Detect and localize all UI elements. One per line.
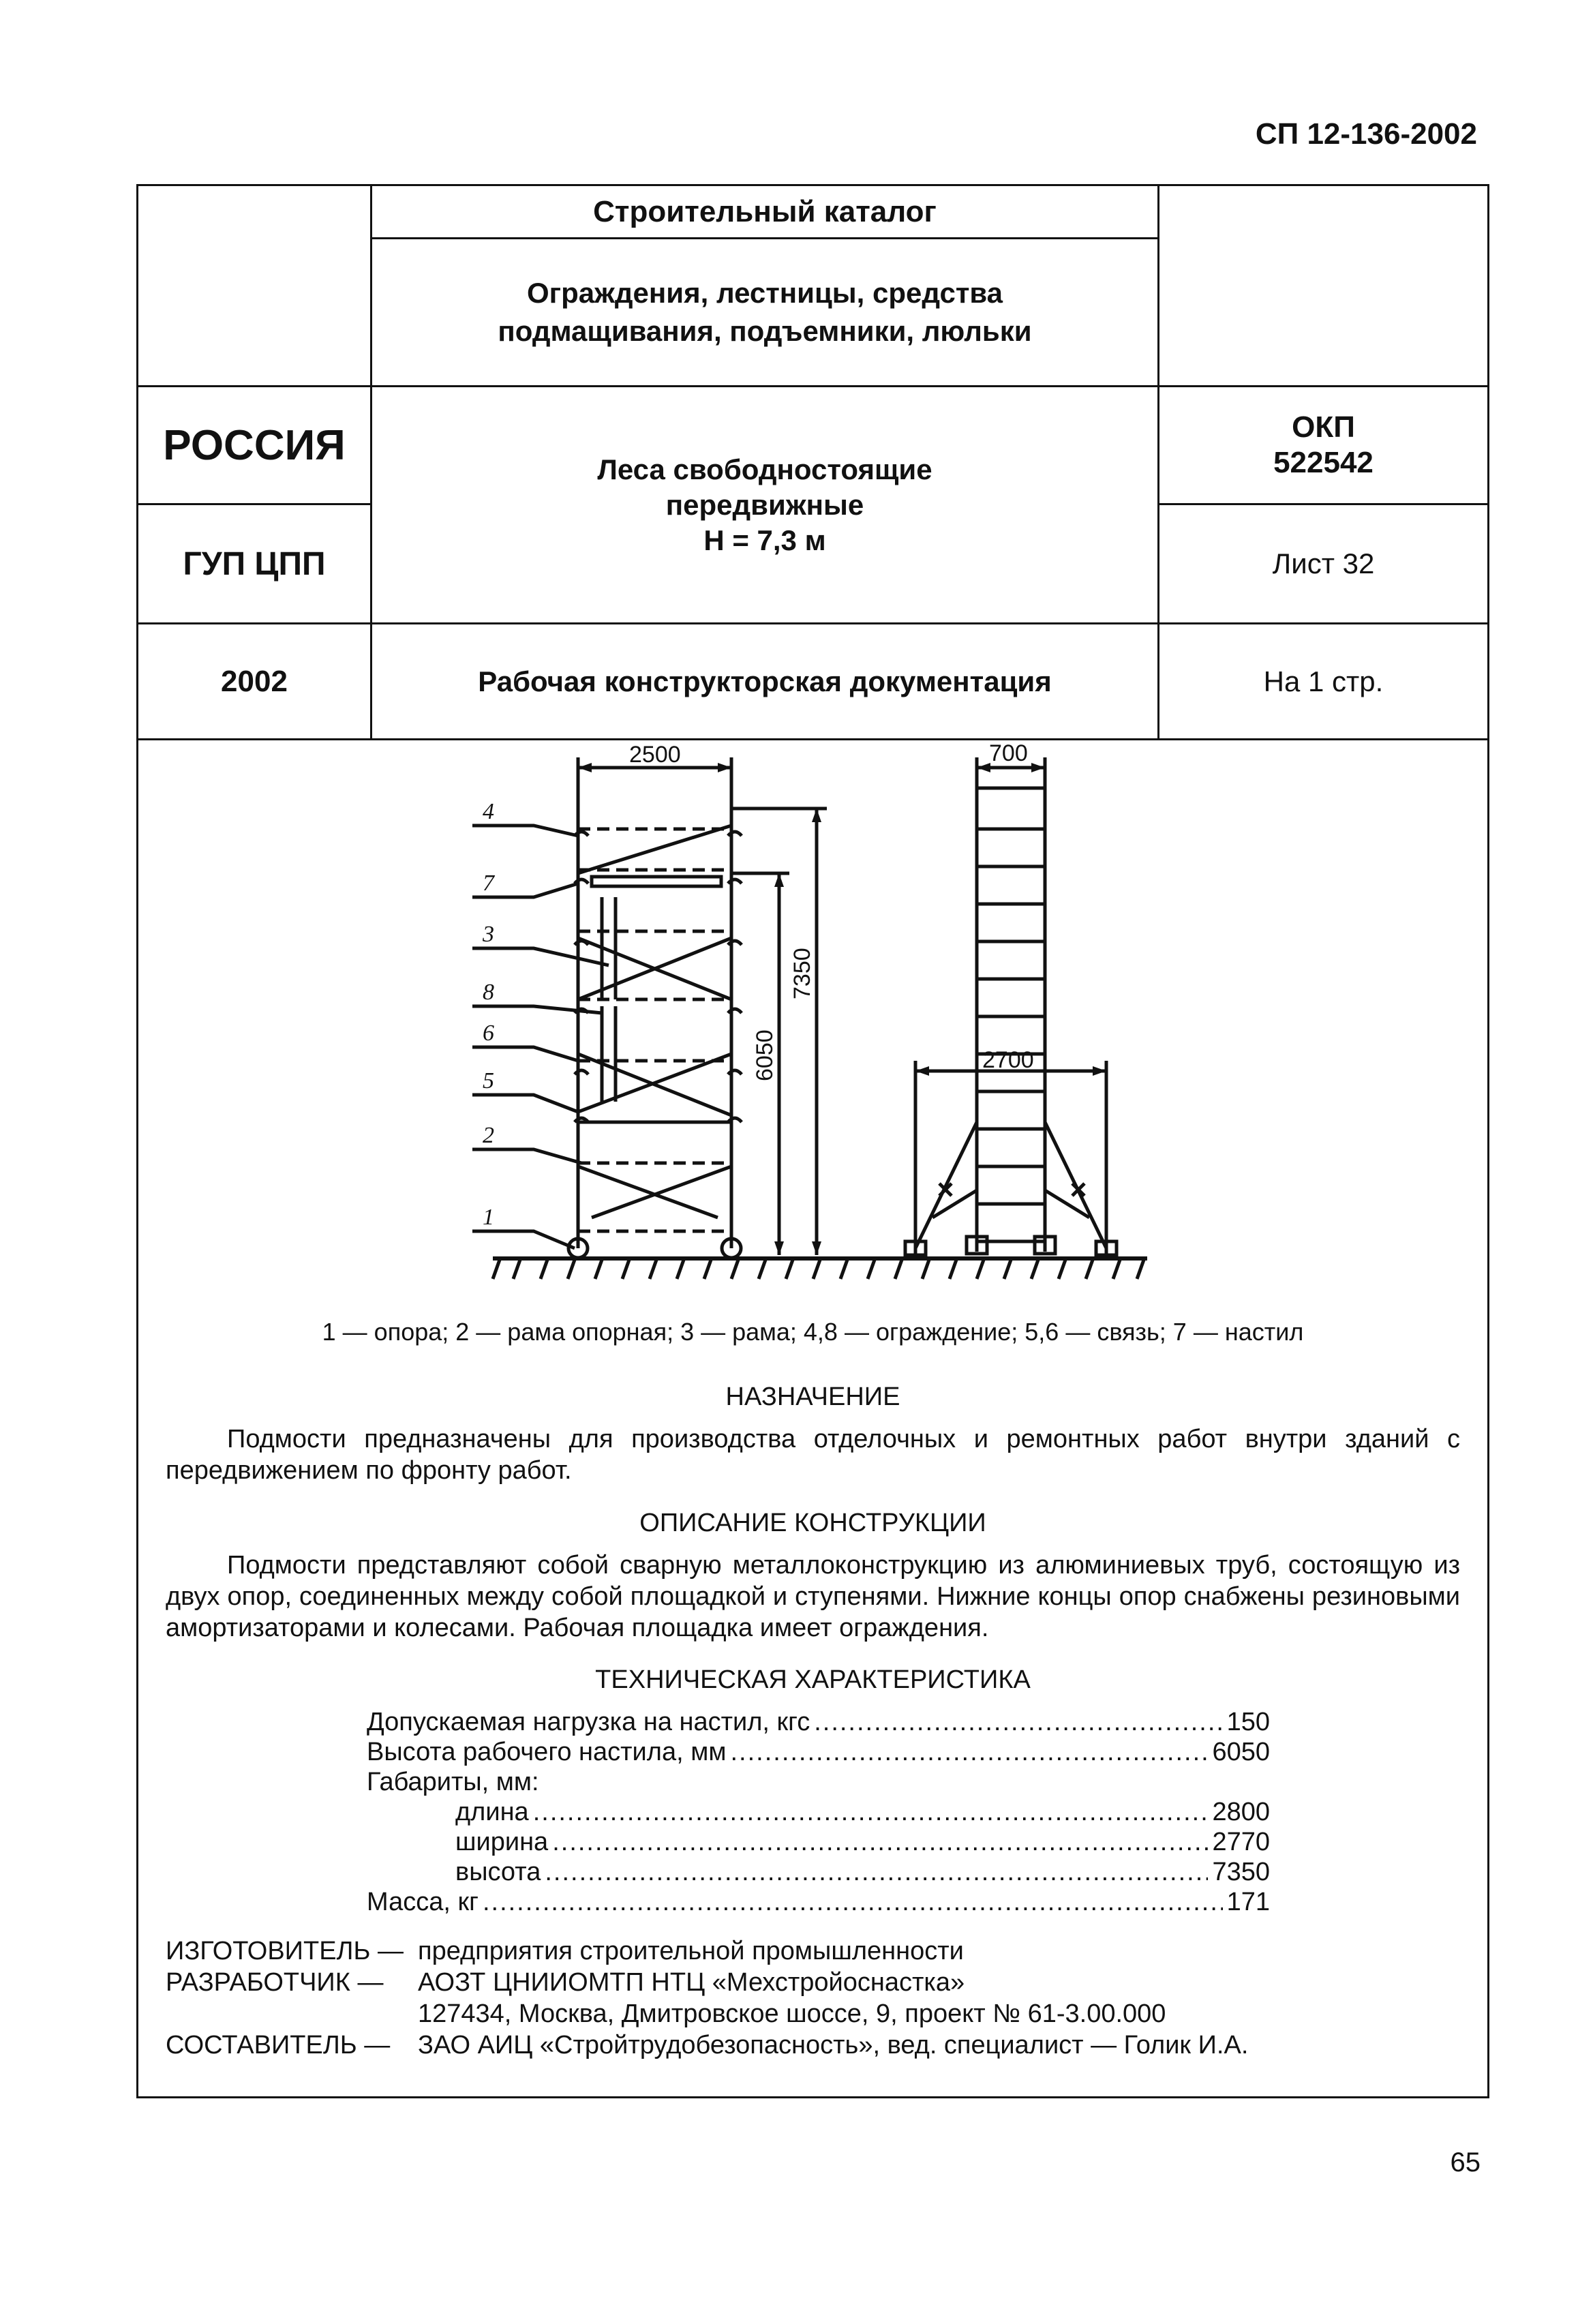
spec-label: Масса, кг — [367, 1888, 479, 1916]
spec-width — [455, 1828, 1270, 1859]
spec-label: ширина — [455, 1828, 549, 1856]
specs-title: ТЕХНИЧЕСКАЯ ХАРАКТЕРИСТИКА — [595, 1665, 1031, 1694]
spec-value: 2800 — [1212, 1798, 1270, 1826]
org-value: АОЗТ ЦНИИОМТП НТЦ «Мехстройоснастка» — [418, 1968, 965, 1997]
scaffold-drawing — [138, 740, 1487, 1299]
product-title — [372, 387, 1157, 622]
dim-side-base: 2700 — [982, 1047, 1034, 1073]
section-title-line: Ограждения, лестницы, средства — [526, 277, 1003, 309]
page-count: На 1 стр. — [1263, 665, 1384, 697]
spec-label: длина — [455, 1798, 529, 1826]
spec-platform-height — [367, 1738, 1270, 1769]
spec-label: Допускаемая нагрузка на настил, кгс — [367, 1708, 810, 1736]
org-role: РАЗРАБОТЧИК — — [166, 1968, 384, 1997]
product-title-line: передвижные — [665, 488, 864, 521]
construction-text: Подмости представляют собой сварную металлоконструкцию из алюминиевых труб, состоящую из двух опор, соединенных между собой площадкой и ступенями. Нижние концы опор снабжены резиновыми амортизаторами и колесами. Рабочая площадка имеет ограждения. — [166, 1551, 1460, 1642]
dim-side-width: 700 — [989, 740, 1028, 766]
okp-block — [1159, 387, 1487, 503]
document-code: СП 12-136-2002 — [1255, 117, 1477, 151]
spec-label: высота — [455, 1858, 541, 1886]
page-number: 65 — [1450, 2147, 1481, 2177]
sheet-number: Лист 32 — [1272, 547, 1375, 579]
catalog-sheet — [136, 184, 1489, 2098]
purpose-text: Подмости предназначены для производства отделочных и ремонтных работ внутри зданий с передвижением по фронту работ. — [166, 1425, 1460, 1485]
section-title — [372, 239, 1157, 385]
spec-length — [455, 1798, 1270, 1829]
construction-title: ОПИСАНИЕ КОНСТРУКЦИИ — [639, 1509, 986, 1537]
section-title-line: подмащивания, подъемники, люльки — [498, 315, 1032, 347]
drawing-legend: 1 — опора; 2 — рама опорная; 3 — рама; 4,8 — ограждение; 5,6 — связь; 7 — настил — [322, 1318, 1304, 1346]
country: РОССИЯ — [163, 421, 346, 469]
spec-label: Габариты, мм: — [367, 1768, 539, 1796]
spec-dims-heading — [367, 1768, 1270, 1799]
organization: ГУП ЦПП — [183, 545, 326, 582]
org-value: 127434, Москва, Дмитровское шоссе, 9, проект № 61-3.00.000 — [418, 1999, 1166, 2028]
product-title-line: Н = 7,3 м — [703, 524, 826, 556]
spec-label: Высота рабочего настила, мм — [367, 1738, 727, 1766]
label-3: 3 — [483, 922, 494, 947]
dim-platform-height: 6050 — [752, 1029, 778, 1081]
label-1: 1 — [483, 1205, 494, 1230]
label-6: 6 — [483, 1021, 494, 1046]
spec-height — [455, 1858, 1270, 1889]
dim-front-width: 2500 — [629, 742, 681, 768]
label-4: 4 — [483, 799, 494, 824]
org-role: СОСТАВИТЕЛЬ — — [166, 2031, 391, 2059]
year: 2002 — [221, 664, 288, 698]
label-7: 7 — [483, 871, 494, 896]
label-8: 8 — [483, 980, 494, 1005]
spec-value: 2770 — [1212, 1828, 1270, 1856]
okp-code: 522542 — [1273, 446, 1374, 479]
spec-value: 171 — [1226, 1888, 1270, 1916]
spec-value: 150 — [1226, 1708, 1270, 1736]
purpose-title: НАЗНАЧЕНИЕ — [725, 1383, 900, 1411]
org-value: ЗАО АИЦ «Стройтрудобезопасность», вед. специалист — Голик И.А. — [418, 2031, 1249, 2059]
spec-mass — [367, 1888, 1270, 1919]
product-title-line: Леса свободностоящие — [597, 453, 932, 485]
label-5: 5 — [483, 1068, 494, 1093]
org-value: предприятия строительной промышленности — [418, 1937, 964, 1965]
spec-value: 7350 — [1212, 1858, 1270, 1886]
spec-load — [367, 1708, 1270, 1739]
doc-type: Рабочая конструкторская документация — [478, 665, 1052, 697]
okp-label: ОКП — [1292, 410, 1355, 444]
catalog-title: Строительный каталог — [593, 194, 937, 228]
label-2: 2 — [483, 1123, 494, 1148]
org-role: ИЗГОТОВИТЕЛЬ — — [166, 1937, 404, 1965]
spec-value: 6050 — [1212, 1738, 1270, 1766]
dim-total-height: 7350 — [789, 948, 815, 999]
